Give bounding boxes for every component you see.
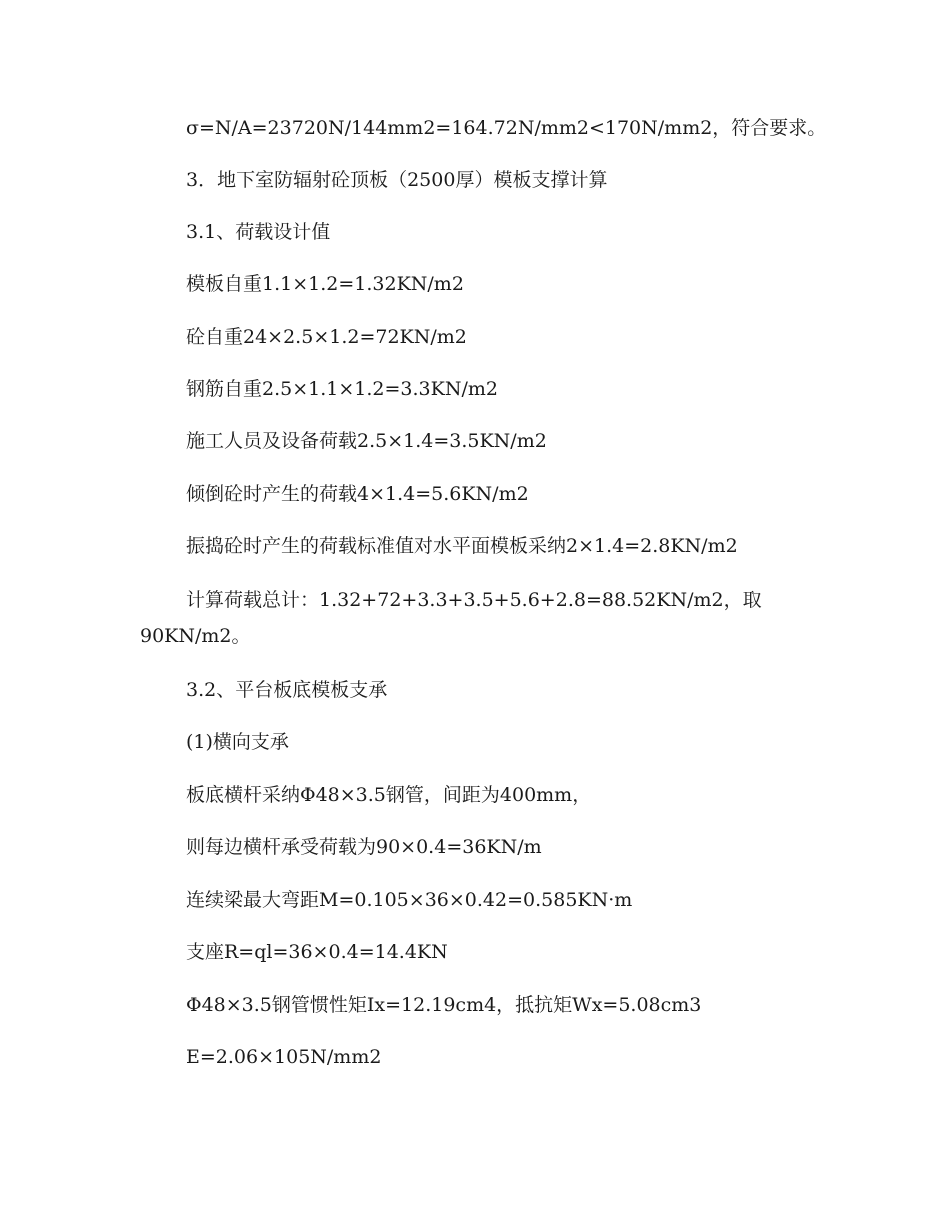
max-moment-line: 连续梁最大弯距M=0.105×36×0.42=0.585KN·m <box>186 889 633 911</box>
transverse-support-heading: (1)横向支承 <box>186 731 289 753</box>
pouring-load-line: 倾倒砼时产生的荷载4×1.4=5.6KN/m2 <box>186 483 529 505</box>
total-load-line: 计算荷载总计：1.32+72+3.3+3.5+5.6+2.8=88.52KN/m2，取 <box>186 589 762 611</box>
section-3-heading: 3．地下室防辐射砼顶板（2500厚）模板支撑计算 <box>186 169 608 191</box>
section-3-1-heading: 3.1、荷载设计值 <box>186 221 331 243</box>
vibration-load-line: 振捣砼时产生的荷载标准值对水平面模板采纳2×1.4=2.8KN/m2 <box>186 535 738 557</box>
rebar-self-weight-line: 钢筋自重2.5×1.1×1.2=3.3KN/m2 <box>186 378 498 400</box>
formwork-self-weight-line: 模板自重1.1×1.2=1.32KN/m2 <box>186 273 464 295</box>
construction-load-line: 施工人员及设备荷载2.5×1.4=3.5KN/m2 <box>186 430 547 452</box>
stress-check-line: σ=N/A=23720N/144mm2=164.72N/mm2<170N/mm2，符合要求。 <box>186 117 827 139</box>
elastic-modulus-line: E=2.06×105N/mm2 <box>186 1046 382 1068</box>
crossbar-load-line: 则每边横杆承受荷载为90×0.4=36KN/m <box>186 836 542 858</box>
support-reaction-line: 支座R=ql=36×0.4=14.4KN <box>186 941 448 963</box>
pipe-properties-line: Φ48×3.5钢管惯性矩Ix=12.19cm4，抵抗矩Wx=5.08cm3 <box>186 994 702 1016</box>
section-3-2-heading: 3.2、平台板底模板支承 <box>186 679 388 701</box>
total-load-continuation: 90KN/m2。 <box>140 625 251 647</box>
crossbar-spec-line: 板底横杆采纳Φ48×3.5钢管，间距为400mm， <box>186 784 592 806</box>
concrete-self-weight-line: 砼自重24×2.5×1.2=72KN/m2 <box>186 326 467 348</box>
